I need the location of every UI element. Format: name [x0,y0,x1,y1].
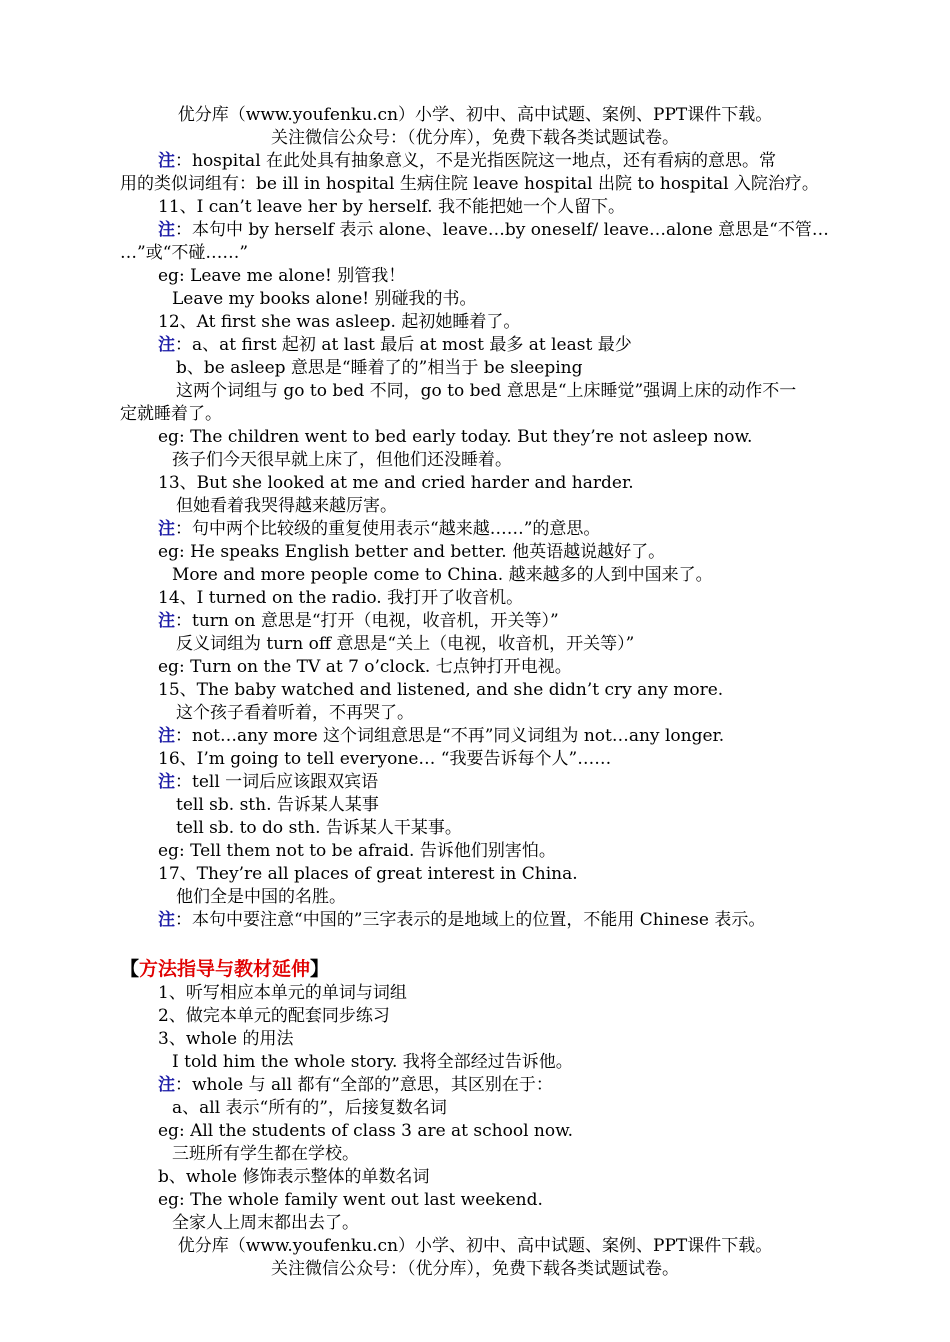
example-line: More and more people come to China. 越来越多的人到中国来了。 [172,565,713,585]
text-line: 这两个词组与 go to bed 不同，go to bed 意思是“上床睡觉”强调上床的动作不一 [176,381,797,401]
text-line: a、all 表示“所有的”，后接复数名词 [172,1098,447,1118]
note-comparative [158,518,600,540]
example-line: eg: Turn on the TV at 7 o’clock. 七点钟打开电视。 [158,657,572,677]
example-line: eg: Tell them not to be afraid. 告诉他们别害怕。 [158,841,556,861]
header-line-1: 优分库（www.youfenku.cn）小学、初中、高中试题、案例、PPT课件下载。 [177,105,773,125]
text-line: ：本句中 by herself 表示 alone、leave…by oneself/ leave…alone 意思是“不管… [175,220,829,240]
heading-bracket-close: 】 [310,958,330,980]
sentence-14: 14、I turned on the radio. 我打开了收音机。 [158,588,524,608]
sentence-12: 12、At first she was asleep. 起初她睡着了。 [158,312,521,332]
text-line: 反义词组为 turn off 意思是“关上（电视，收音机，开关等）” [176,634,635,654]
text-line: tell sb. sth. 告诉某人某事 [176,795,379,815]
sentence-11: 11、I can’t leave her by herself. 我不能把她一个人留下。 [158,197,625,217]
text-line: 他们全是中国的名胜。 [176,887,346,907]
text-line: 定就睡着了。 [120,404,222,424]
footer-line-1: 优分库（www.youfenku.cn）小学、初中、高中试题、案例、PPT课件下载。 [177,1236,773,1256]
note-label: 注 [158,519,175,539]
note-by-herself [158,219,829,241]
example-line: eg: The children went to bed early today. But they’re not asleep now. [158,427,753,447]
list-item: 1、听写相应本单元的单词与词组 [158,983,407,1003]
example-line: eg: He speaks English better and better. 他英语越说越好了。 [158,542,666,562]
text-line: ：tell 一词后应该跟双宾语 [175,772,379,792]
note-tell [158,771,378,793]
example-line: eg: All the students of class 3 are at school now. [158,1121,574,1141]
text-line: …”或“不碰……” [120,243,249,263]
sentence-17: 17、They’re all places of great interest in China. [158,864,578,884]
note-whole [158,1074,553,1096]
text-line: ：句中两个比较级的重复使用表示“越来越……”的意思。 [175,519,601,539]
note-chinese [158,909,765,931]
text-line: b、whole 修饰表示整体的单数名词 [158,1167,430,1187]
heading-bracket-open: 【 [120,958,140,980]
example-line: Leave my books alone! 别碰我的书。 [172,289,477,309]
note-label: 注 [158,151,175,171]
list-item: 3、whole 的用法 [158,1029,294,1049]
example-line: I told him the whole story. 我将全部经过告诉他。 [172,1052,573,1072]
section-heading [120,958,329,980]
text-line: 用的类似词组有：be ill in hospital 生病住院 leave hospital 出院 to hospital 入院治疗。 [120,174,819,194]
text-line: ：a、at first 起初 at last 最后 at most 最多 at least 最少 [175,335,632,355]
note-label: 注 [158,335,175,355]
list-item: 2、做完本单元的配套同步练习 [158,1006,390,1026]
sentence-15: 15、The baby watched and listened, and she didn’t cry any more. [158,680,724,700]
example-line: 全家人上周末都出去了。 [172,1213,359,1233]
text-line: ：hospital 在此处具有抽象意义，不是光指医院这一地点，还有看病的意思。常 [175,151,777,171]
header-line-2: 关注微信公众号：（优分库），免费下载各类试题试卷。 [271,128,679,148]
text-line: tell sb. to do sth. 告诉某人干某事。 [176,818,462,838]
note-label: 注 [158,220,175,240]
sentence-16: 16、I’m going to tell everyone… “我要告诉每个人”…… [158,749,612,769]
note-hospital [158,150,776,172]
note-label: 注 [158,772,175,792]
note-label: 注 [158,726,175,746]
text-line: 这个孩子看着听着，不再哭了。 [176,703,414,723]
text-line: 但她看着我哭得越来越厉害。 [176,496,397,516]
footer-line-2: 关注微信公众号：（优分库），免费下载各类试题试卷。 [271,1259,679,1279]
text-line: ：turn on 意思是“打开（电视，收音机，开关等）” [175,611,559,631]
text-line: b、be asleep 意思是“睡着了的”相当于 be sleeping [176,358,583,378]
sentence-13: 13、But she looked at me and cried harder and harder. [158,473,634,493]
note-at-first [158,334,632,356]
example-line: eg: The whole family went out last weekend. [158,1190,543,1210]
text-line: ：whole 与 all 都有“全部的”意思，其区别在于： [175,1075,553,1095]
note-label: 注 [158,1075,175,1095]
example-line: 三班所有学生都在学校。 [172,1144,359,1164]
note-turn-on [158,610,559,632]
note-any-more [158,725,724,747]
heading-text: 方法指导与教材延伸 [139,958,311,980]
text-line: ：本句中要注意“中国的”三字表示的是地域上的位置，不能用 Chinese 表示。 [175,910,766,930]
note-label: 注 [158,910,175,930]
text-line: ：not…any more 这个词组意思是“不再”同义词组为 not…any longer. [175,726,725,746]
example-line: eg: Leave me alone! 别管我！ [158,266,406,286]
example-line: 孩子们今天很早就上床了，但他们还没睡着。 [172,450,512,470]
note-label: 注 [158,611,175,631]
